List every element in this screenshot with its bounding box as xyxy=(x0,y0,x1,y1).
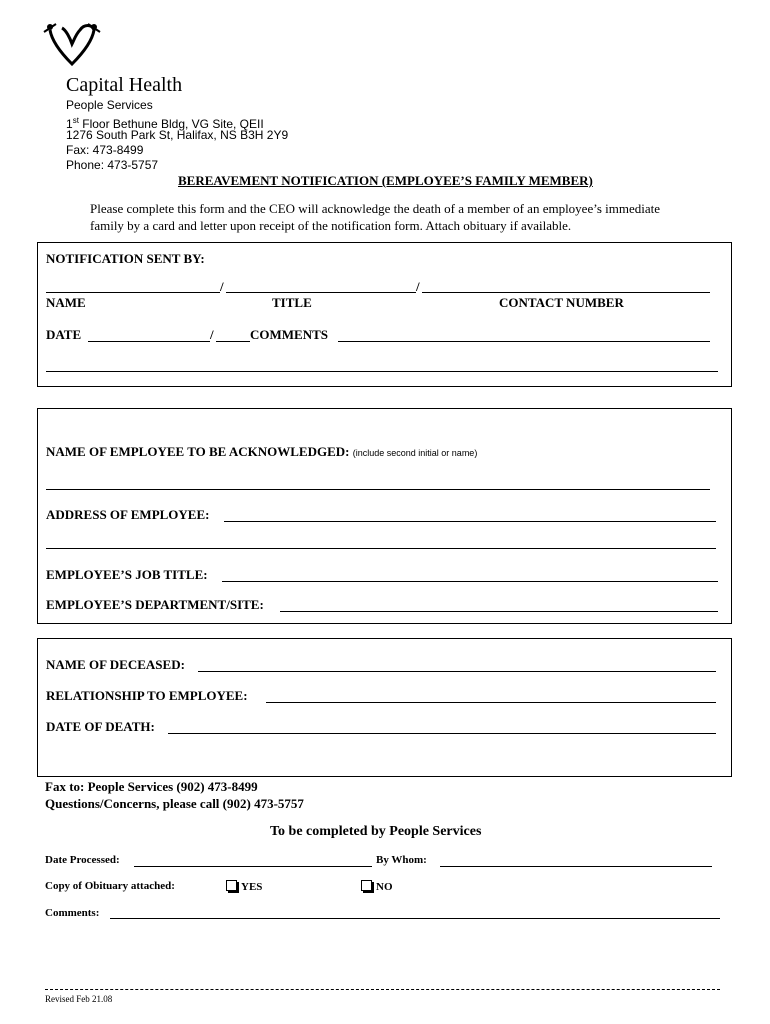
revision-note: Revised Feb 21.08 xyxy=(45,994,113,1004)
deceased-section xyxy=(37,638,732,777)
employee-name-label: NAME OF EMPLOYEE TO BE ACKNOWLEDGED: (include second initial or name) xyxy=(46,444,478,459)
relationship-field[interactable] xyxy=(266,702,716,703)
footer-rule xyxy=(45,989,720,990)
fax-number: Fax: 473-8499 xyxy=(66,143,144,157)
date-processed-label: Date Processed: xyxy=(45,854,120,866)
intro-line-2: family by a card and letter upon receipt of the notification form. Attach obituary if available. xyxy=(90,218,572,233)
by-whom-label: By Whom: xyxy=(376,854,427,866)
job-title-label: EMPLOYEE’S JOB TITLE: xyxy=(46,567,208,582)
phone-number: Phone: 473-5757 xyxy=(66,158,159,172)
deceased-name-field[interactable] xyxy=(198,671,716,672)
employee-address-field-line-2[interactable] xyxy=(46,548,716,549)
by-whom-field[interactable] xyxy=(440,866,712,867)
name-label: NAME xyxy=(46,295,86,310)
department-site-field[interactable] xyxy=(280,611,718,612)
comments-label: COMMENTS xyxy=(250,327,328,342)
employee-name-field[interactable] xyxy=(46,489,710,490)
comments-field-line-2[interactable] xyxy=(46,371,718,372)
employee-address-label: ADDRESS OF EMPLOYEE: xyxy=(46,507,210,522)
date-label: DATE xyxy=(46,327,82,342)
checkbox-icon xyxy=(226,880,237,891)
office-comments-label: Comments: xyxy=(45,907,100,919)
intro-line-1: Please complete this form and the CEO will acknowledge the death of a member of an employee’s immediate xyxy=(90,201,661,216)
department-site-label: EMPLOYEE’S DEPARTMENT/SITE: xyxy=(46,597,264,612)
questions-line: Questions/Concerns, please call (902) 473-5757 xyxy=(45,796,304,811)
slash-separator: / xyxy=(416,279,420,294)
address-floor: 1st Floor Bethune Bldg, VG Site, QEII xyxy=(66,116,264,131)
date-of-death-field[interactable] xyxy=(168,733,716,734)
sender-name-field[interactable] xyxy=(46,292,220,293)
slash-separator: / xyxy=(220,279,224,294)
employee-address-field[interactable] xyxy=(224,521,716,522)
date-field-2[interactable] xyxy=(216,341,250,342)
office-use-heading: To be completed by People Services xyxy=(270,824,482,839)
capital-health-logo-icon xyxy=(42,20,102,68)
employee-section xyxy=(37,408,732,624)
title-label: TITLE xyxy=(272,295,312,310)
deceased-name-label: NAME OF DECEASED: xyxy=(46,657,185,672)
sender-contact-field[interactable] xyxy=(422,292,710,293)
address-street: 1276 South Park St, Halifax, NS B3H 2Y9 xyxy=(66,128,289,142)
form-title: BEREAVEMENT NOTIFICATION (EMPLOYEE’S FAMILY MEMBER) xyxy=(178,173,593,188)
fax-to-line: Fax to: People Services (902) 473-8499 xyxy=(45,779,258,794)
contact-number-label: CONTACT NUMBER xyxy=(499,295,624,310)
obituary-label: Copy of Obituary attached: xyxy=(45,880,175,892)
org-name: Capital Health xyxy=(66,74,183,96)
notification-sender-section xyxy=(37,242,732,387)
date-field[interactable] xyxy=(88,341,210,342)
comments-field[interactable] xyxy=(338,341,710,342)
yes-checkbox[interactable]: YES xyxy=(226,880,262,893)
office-comments-field[interactable] xyxy=(110,918,720,919)
date-of-death-label: DATE OF DEATH: xyxy=(46,719,155,734)
job-title-field[interactable] xyxy=(222,581,718,582)
sender-title-field[interactable] xyxy=(226,292,416,293)
department-name: People Services xyxy=(66,98,153,112)
checkbox-icon xyxy=(361,880,372,891)
slash-separator: / xyxy=(210,327,214,342)
section-heading-sent-by: NOTIFICATION SENT BY: xyxy=(46,251,205,266)
date-processed-field[interactable] xyxy=(134,866,372,867)
no-checkbox[interactable]: NO xyxy=(361,880,393,893)
relationship-label: RELATIONSHIP TO EMPLOYEE: xyxy=(46,688,248,703)
